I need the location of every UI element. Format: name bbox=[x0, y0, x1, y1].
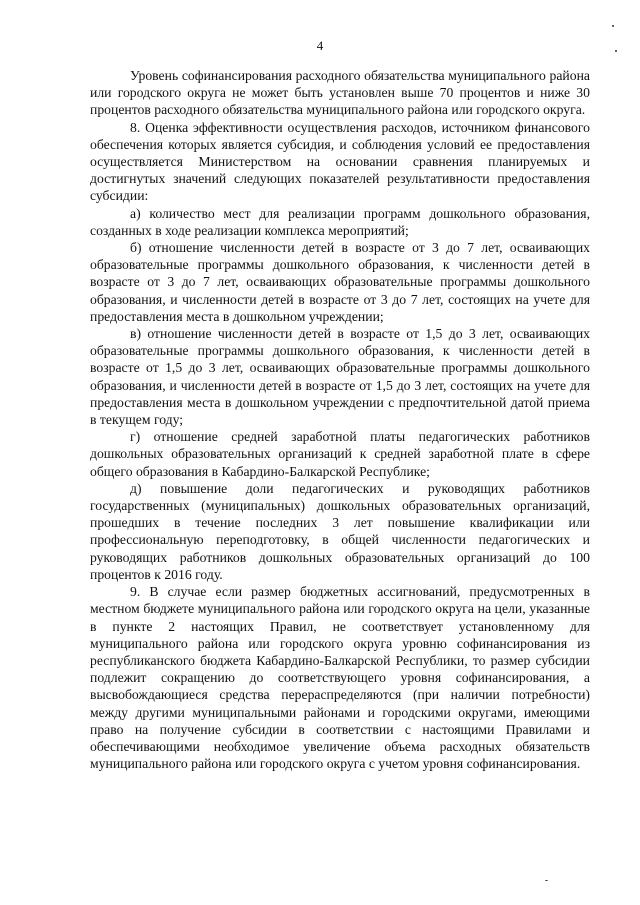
scan-speck bbox=[545, 880, 548, 881]
paragraph-8-evaluation: 8. Оценка эффективности осуществления расходов, источником финансового обеспечения которых является субсидия, и соблюдения условий ее предоставления осуществляется Министерством на основании сравнения планируемых и достигнутых значений следующих показателей результативности предоставления субсидии: bbox=[90, 119, 590, 204]
item-d-qualification: д) повышение доли педагогических и руководящих работников государственных (муниципальных) дошкольных образовательных организаций, прошедших в течение последних 3 лет повышение квалификации или профессиональную переподготовку, в общей численности педагогических и руководящих работников дошкольных образовательных организаций до 100 процентов к 2016 году. bbox=[90, 480, 590, 582]
scan-speck bbox=[615, 50, 617, 52]
document-body bbox=[90, 67, 590, 772]
paragraph-9-budget: 9. В случае если размер бюджетных ассигнований, предусмотренных в местном бюджете муниципального района или городского округа на цели, указанные в пункте 2 настоящих Правил, не соответствует установленному для муниципального района или городского округа уровню софинансирования из республиканского бюджета Кабардино-Балкарской Республики, то размер субсидии подлежит сокращению до соответствующего уровня софинансирования, а высвобождающиеся средства перераспределяются (при наличии потребности) между другими муниципальными районами и городскими округами, имеющими право на получение субсидии в соответствии с настоящими Правилами и обеспечивающими необходимое увеличение объема расходных обязательств муниципального района или городского округа с учетом уровня софинансирования. bbox=[90, 584, 590, 772]
item-v-children-1-5-3: в) отношение численности детей в возрасте от 1,5 до 3 лет, осваивающих образовательные программы дошкольного образования, к численности детей в возрасте от 1,5 до 3 лет, осваивающих образовательные программы дошкольного образования, и численности детей в возрасте от 1,5 до 3 лет, состоящих на учете для предоставления места в дошкольном учреждении с предпочтительной датой приема в текущем году; bbox=[90, 326, 590, 428]
item-b-children-3-7: б) отношение численности детей в возрасте от 3 до 7 лет, осваивающих образовательные программы дошкольного образования, к численности детей в возрасте от 3 до 7 лет, осваивающих образовательные программы дошкольного образования, и численности детей в возрасте от 3 до 7 лет, состоящих на учете для предоставления места в дошкольном учреждении; bbox=[90, 240, 590, 324]
item-a-places: а) количество мест для реализации программ дошкольного образования, созданных в ходе реализации комплекса мероприятий; bbox=[90, 205, 590, 238]
item-g-salary: г) отношение средней заработной платы педагогических работников дошкольных образовательных организаций к средней заработной плате в сфере общего образования в Кабардино-Балкарской Республике; bbox=[90, 429, 590, 479]
scan-speck bbox=[612, 25, 614, 27]
paragraph-cofinancing-level: Уровень софинансирования расходного обязательства муниципального района или городского округа не может быть установлен выше 70 процентов и ниже 30 процентов расходного обязательства муниципального района или городского округа. bbox=[90, 68, 590, 118]
page-number: 4 bbox=[316, 38, 324, 53]
